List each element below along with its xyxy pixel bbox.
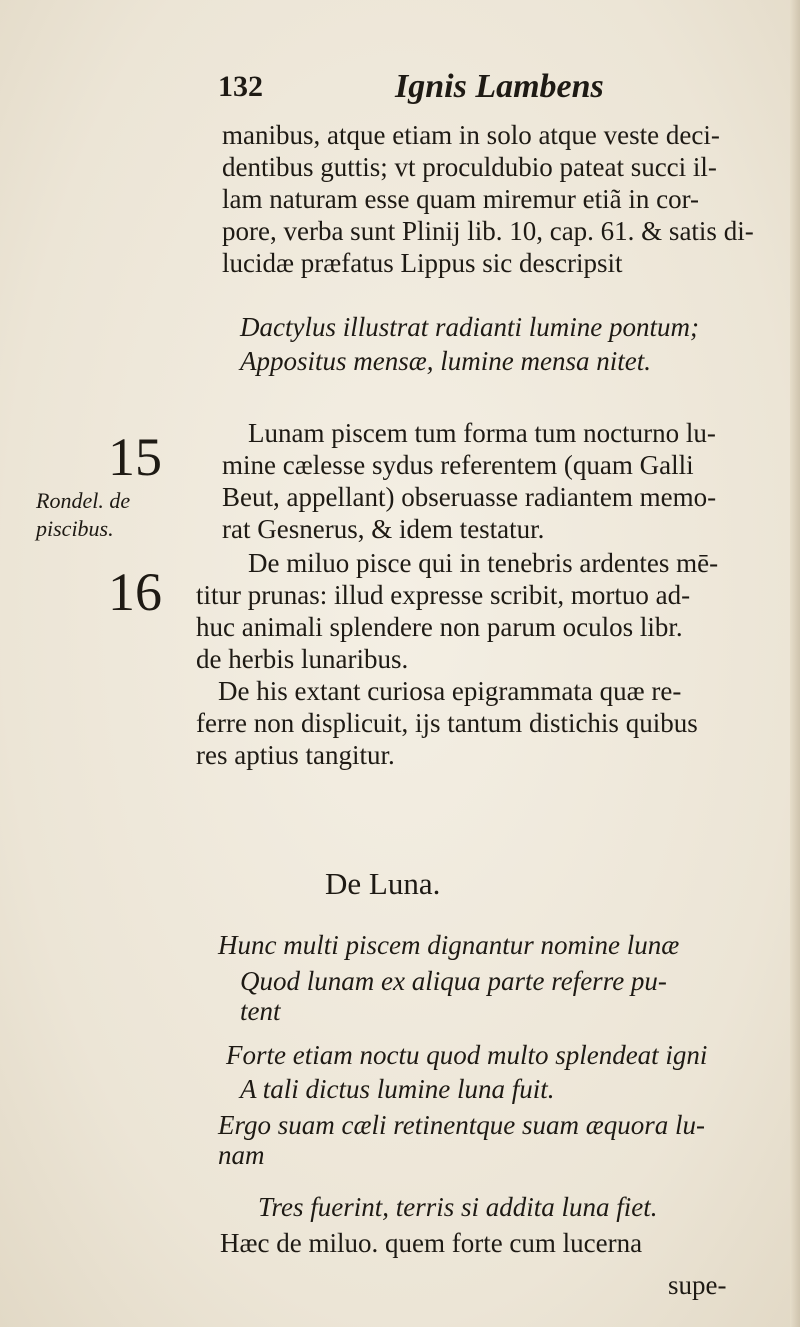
margin-number-16: 16 [108, 562, 162, 622]
verse-line: Appositus mensæ, lumine mensa nitet. [240, 346, 651, 376]
running-title: Ignis Lambens [395, 68, 604, 105]
verse-line: Tres fuerint, terris si addita luna fiet. [258, 1192, 658, 1222]
verse-line: Dactylus illustrat radianti lumine pontum; [240, 312, 699, 342]
verse-line: A tali dictus lumine luna fuit. [240, 1074, 555, 1104]
catchword: supe- [668, 1270, 727, 1300]
text-line: dentibus guttis; vt proculdubio pateat succi il- [222, 152, 717, 182]
text-line: Lunam piscem tum forma tum nocturno lu- [248, 418, 716, 448]
text-line: rat Gesnerus, & idem testatur. [222, 514, 545, 544]
text-line: mine cælesse sydus referentem (quam Galli [222, 450, 694, 480]
section-heading: De Luna. [325, 866, 441, 901]
text-line: pore, verba sunt Plinij lib. 10, cap. 61. & satis di- [222, 216, 754, 246]
page-number: 132 [218, 70, 263, 103]
text-line: huc animali splendere non parum oculos libr. [196, 612, 683, 642]
text-line: De miluo pisce qui in tenebris ardentes mē- [248, 548, 719, 578]
margin-number-15: 15 [108, 427, 162, 487]
text-line: Hæc de miluo. quem forte cum lucerna [220, 1228, 643, 1258]
verse-line: nam [218, 1140, 265, 1170]
verse-line: Forte etiam noctu quod multo splendeat igni [226, 1040, 708, 1070]
verse-line: Hunc multi piscem dignantur nomine lunæ [218, 930, 680, 960]
text-line: manibus, atque etiam in solo atque veste deci- [222, 120, 720, 150]
verse-line: Quod lunam ex aliqua parte referre pu- [240, 966, 667, 996]
margin-note-line1: Rondel. de [36, 488, 131, 513]
text-line: lam naturam esse quam miremur etiã in cor- [222, 184, 700, 214]
text-line: lucidæ præfatus Lippus sic descripsit [222, 248, 623, 278]
margin-note-line2: piscibus. [36, 516, 114, 541]
page-edge-shadow [790, 0, 800, 1327]
verse-line: tent [240, 996, 281, 1026]
text-line: Beut, appellant) obseruasse radiantem memo- [222, 482, 717, 512]
page-header [0, 62, 800, 112]
text-line: res aptius tangitur. [196, 740, 395, 770]
text-line: De his extant curiosa epigrammata quæ re- [218, 676, 682, 706]
text-line: ferre non displicuit, ijs tantum distichis quibus [196, 708, 698, 738]
verse-line: Ergo suam cæli retinentque suam æquora lu- [218, 1110, 705, 1140]
text-line: titur prunas: illud expresse scribit, mortuo ad- [196, 580, 691, 610]
text-line: de herbis lunaribus. [196, 644, 409, 674]
